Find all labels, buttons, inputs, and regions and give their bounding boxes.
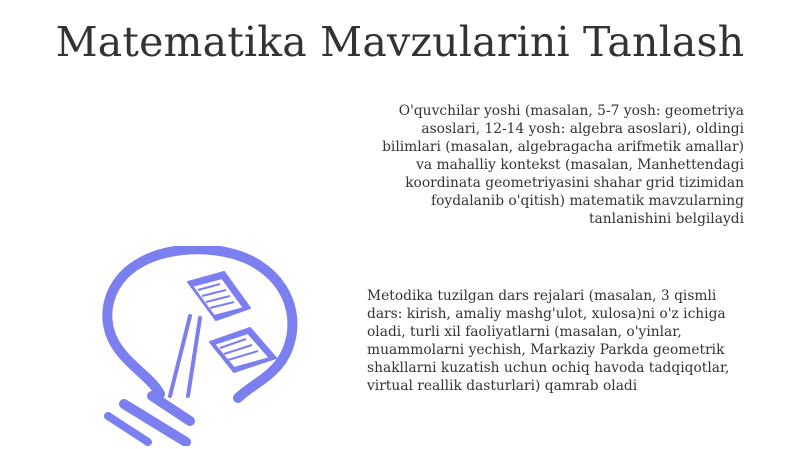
bulb-base-ring-1 <box>152 396 190 421</box>
bulb-filament <box>170 316 200 396</box>
slide-title: Matematika Mavzularini Tanlash <box>55 18 745 66</box>
paragraph-methodology: Metodika tuzilgan dars rejalari (masalan, 3 qismli dars: kirish, amaliy mashg'ulot, xulosa)ni o'z ichiga oladi, turli xil faoliyatlarni (masalan, o'yinlar, muammolarni yechish, Markaziy Parkda geometrik shakllarni kuzatish uchun ochiq havoda tadqiqotlar, virtual reallik dasturlari) qamrab oladi <box>367 288 730 394</box>
lightbulb-with-books-icon <box>100 246 315 446</box>
paragraph-topic-selection: O'quvchilar yoshi (masalan, 5-7 yosh: geometriya asoslari, 12-14 yosh: algebra asoslari), oldingi bilimlari (masalan, algebragacha arifmetik amallar) va mahalliy kontekst (masalan, Manhettendagi koordinata geometriyasini shahar grid tizimidan foydalanib o'qitish) matematik mavzularning tanlanishini belgilaydi <box>382 103 744 227</box>
